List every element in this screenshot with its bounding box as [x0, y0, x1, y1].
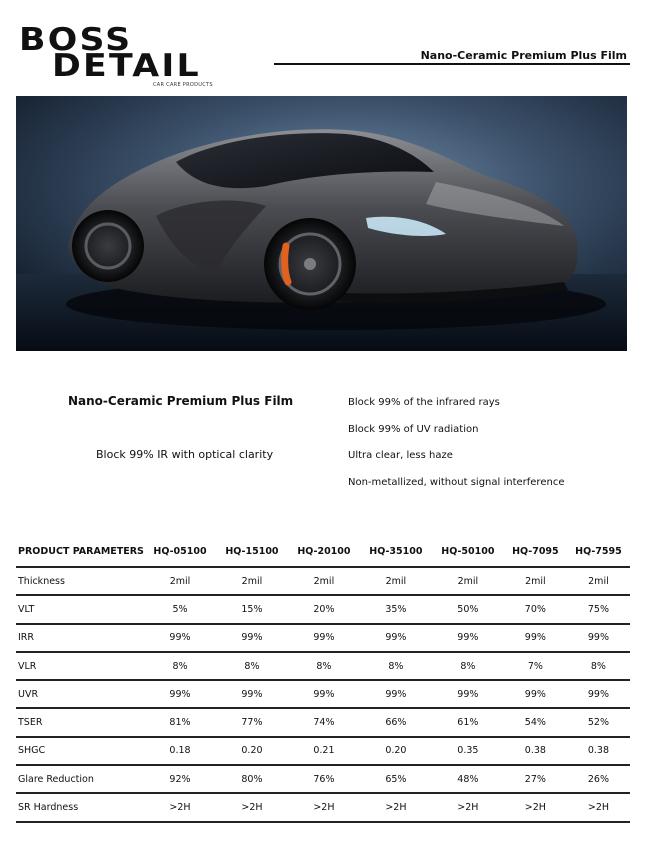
table-header-cell: HQ-7095	[512, 546, 559, 557]
table-cell: 99%	[216, 624, 288, 652]
table-cell: 99%	[504, 624, 567, 652]
table-header-cell: HQ-35100	[369, 546, 423, 557]
table-cell: 0.35	[432, 737, 504, 765]
table-cell: 2mil	[504, 567, 567, 595]
table-row	[16, 652, 630, 680]
row-label: SR Hardness	[16, 793, 144, 821]
table-cell: 99%	[360, 624, 432, 652]
table-cell: 8%	[432, 652, 504, 680]
table-cell: 61%	[432, 708, 504, 736]
table-cell: 2mil	[567, 567, 630, 595]
table-cell: 99%	[216, 680, 288, 708]
table-cell: 26%	[567, 765, 630, 793]
row-label: VLT	[16, 595, 144, 623]
table-cell: 0.21	[288, 737, 360, 765]
table-cell: 8%	[288, 652, 360, 680]
row-label: Glare Reduction	[16, 765, 144, 793]
table-cell: 54%	[504, 708, 567, 736]
table-cell: 35%	[360, 595, 432, 623]
table-cell: 75%	[567, 595, 630, 623]
table-row	[16, 680, 630, 708]
table-header-cell: HQ-50100	[441, 546, 495, 557]
table-row	[16, 624, 630, 652]
feature-list	[348, 396, 564, 502]
table-cell: 0.20	[216, 737, 288, 765]
feature-item: Block 99% of UV radiation	[348, 423, 479, 435]
document-title: Nano-Ceramic Premium Plus Film	[420, 49, 627, 62]
table-cell: 8%	[144, 652, 216, 680]
table-cell: 0.18	[144, 737, 216, 765]
table-cell: 66%	[360, 708, 432, 736]
table-cell: 70%	[504, 595, 567, 623]
table-cell: 81%	[144, 708, 216, 736]
row-label: UVR	[16, 680, 144, 708]
table-header-row	[16, 537, 630, 567]
logo-line-detail: DETAIL	[52, 48, 201, 84]
intro-title: Nano-Ceramic Premium Plus Film	[68, 394, 294, 408]
table-header-cell: PRODUCT PARAMETERS	[18, 546, 144, 557]
table-row	[16, 793, 630, 821]
logo-tagline: CAR CARE PRODUCTS	[153, 82, 213, 88]
row-label: SHGC	[16, 737, 144, 765]
row-label: VLR	[16, 652, 144, 680]
row-label: IRR	[16, 624, 144, 652]
table-header-cell: HQ-20100	[297, 546, 351, 557]
logo-line-boss: BOSS	[19, 22, 133, 58]
table-row	[16, 567, 630, 595]
table-cell: 0.20	[360, 737, 432, 765]
table-cell: 2mil	[288, 567, 360, 595]
product-parameters-table	[16, 537, 630, 823]
feature-item: Block 99% of the infrared rays	[348, 397, 500, 408]
intro-tagline: Block 99% IR with optical clarity	[96, 448, 274, 461]
row-label: TSER	[16, 708, 144, 736]
table-cell: 99%	[567, 624, 630, 652]
table-cell: 52%	[567, 708, 630, 736]
table-cell: 15%	[216, 595, 288, 623]
table-cell: 99%	[432, 624, 504, 652]
table-header-cell: HQ-15100	[225, 546, 279, 557]
table-cell: 8%	[567, 652, 630, 680]
table-cell: 48%	[432, 765, 504, 793]
table-cell: 0.38	[504, 737, 567, 765]
hero-car-image	[16, 96, 627, 351]
table-cell: >2H	[216, 793, 288, 821]
table-cell: 74%	[288, 708, 360, 736]
table-cell: 99%	[144, 680, 216, 708]
table-cell: 99%	[288, 680, 360, 708]
table-cell: 8%	[360, 652, 432, 680]
table-header-cell: HQ-05100	[153, 546, 207, 557]
table-cell: 99%	[567, 680, 630, 708]
table-cell: >2H	[504, 793, 567, 821]
table-cell: >2H	[432, 793, 504, 821]
table-cell: 2mil	[432, 567, 504, 595]
table-cell: 50%	[432, 595, 504, 623]
table-cell: 92%	[144, 765, 216, 793]
table-cell: 99%	[288, 624, 360, 652]
brand-logo	[16, 22, 213, 88]
table-cell: 0.38	[567, 737, 630, 765]
table-row	[16, 765, 630, 793]
table-row	[16, 595, 630, 623]
table-cell: 8%	[216, 652, 288, 680]
table-cell: 77%	[216, 708, 288, 736]
table-cell: 99%	[360, 680, 432, 708]
header-divider	[274, 63, 630, 65]
table-cell: 2mil	[216, 567, 288, 595]
table-cell: 80%	[216, 765, 288, 793]
table-cell: 5%	[144, 595, 216, 623]
row-label: Thickness	[16, 567, 144, 595]
table-cell: >2H	[288, 793, 360, 821]
table-cell: 7%	[504, 652, 567, 680]
table-cell: 2mil	[144, 567, 216, 595]
table-cell: 99%	[144, 624, 216, 652]
table-cell: >2H	[144, 793, 216, 821]
table-cell: 27%	[504, 765, 567, 793]
table-header-cell: HQ-7595	[575, 546, 622, 557]
table-cell: 2mil	[360, 567, 432, 595]
table-cell: 20%	[288, 595, 360, 623]
table-cell: >2H	[360, 793, 432, 821]
feature-item: Non-metallized, without signal interference	[348, 476, 565, 488]
table-cell: >2H	[567, 793, 630, 821]
table-cell: 65%	[360, 765, 432, 793]
table-row	[16, 737, 630, 765]
table-cell: 99%	[504, 680, 567, 708]
feature-item: Ultra clear, less haze	[348, 450, 453, 461]
table-cell: 76%	[288, 765, 360, 793]
table-cell: 99%	[432, 680, 504, 708]
table-row	[16, 708, 630, 736]
